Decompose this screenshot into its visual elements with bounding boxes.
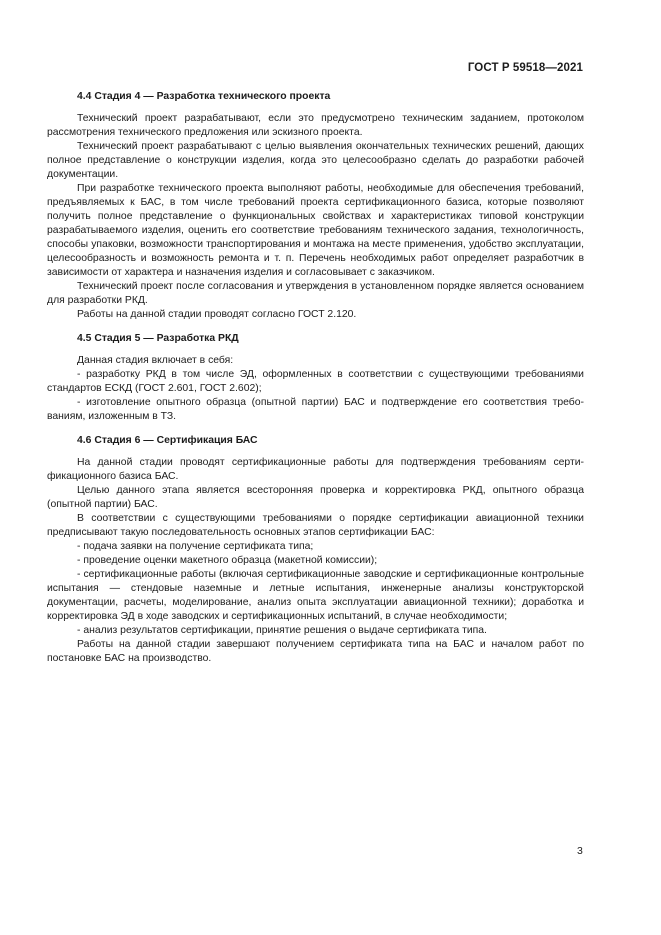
paragraph: Технический проект после согласования и утверждения в установленном порядке является основанием для разработки РКД. <box>47 281 584 306</box>
list-item: - разработку РКД в том числе ЭД, оформленных в соответствии с существующими требованиями стандартов ЕСКД (ГОСТ 2.601, ГОСТ 2.602); <box>47 369 584 394</box>
paragraph: При разработке технического проекта выполняют работы, необходимые для обеспечения требований, предъявляемых к БАС, в том числе требований проекта сертификационного базиса, которые позволяют получить полное представление о функциональных свойствах и характеристиках типовой конструкции разрабатываемого изделия, оценить его соответствие требованиям технического задания, технологичность, способы упаковки, возможности транспортирования и монтажа на месте применения, удобство эксплуатации, целесообразность и возможность ремонта и т. п. Перечень необходимых работ определяет разработчик в зависимости от характера и назначения изделия и согласовывает с заказчиком. <box>47 183 584 278</box>
list-item: - анализ результатов сертификации, принятие решения о выдаче сертификата типа. <box>77 625 487 636</box>
standard-number: ГОСТ Р 59518—2021 <box>467 62 583 74</box>
list-item: - проведение оценки макетного образца (макетной комиссии); <box>77 555 378 566</box>
section-4-4 <box>47 90 584 322</box>
list-item: - подача заявки на получение сертификата типа; <box>77 541 314 552</box>
list-item: - изготовление опытного образца (опытной партии) БАС и подтверждение его соответствия требованиям, изложенным в ТЗ. <box>47 397 584 422</box>
section-heading: 4.5 Стадия 5 — Разработка РКД <box>77 333 239 344</box>
paragraph: Технический проект разрабатывают, если это предусмотрено техническим заданием, протоколом рассмотрения технического предложения или эскизного проекта. <box>47 113 584 138</box>
section-heading: 4.4 Стадия 4 — Разработка технического проекта <box>77 91 331 102</box>
paragraph: Технический проект разрабатывают с целью выявления окончательных технических решений, дающих полное представление о конструкции изделия, когда это целесообразно сделать до разработки рабочей документации. <box>47 141 584 180</box>
paragraph: Работы на данной стадии завершают получением сертификата типа на БАС и началом работ по постановке БАС на производство. <box>47 639 584 664</box>
paragraph: В соответствии с существующими требованиями о порядке сертификации авиационной техники предписывают такую последовательность основных этапов сертификации БАС: <box>47 513 584 538</box>
section-heading: 4.6 Стадия 6 — Сертификация БАС <box>77 435 258 446</box>
paragraph: Целью данного этапа является всесторонняя проверка и корректировка РКД, опытного образца (опытной партии) БАС. <box>47 485 584 510</box>
document-body <box>47 90 584 676</box>
paragraph: Данная стадия включает в себя: <box>77 355 234 366</box>
list-item: - сертификационные работы (включая сертификационные заводские и сертификационные контрольные испытания — стендовые наземные и летные испытания, инженерные анализы конструкторской документации, расчеты, моделирование, анализ опыта эксплуатации авиационной техники); доработка и корректировка ЭД в ходе заводских и сертификационных испытаний, в случае необходимости; <box>47 569 584 622</box>
section-4-5 <box>47 332 584 424</box>
section-4-6 <box>47 434 584 666</box>
paragraph: Работы на данной стадии проводят согласно ГОСТ 2.120. <box>77 309 357 320</box>
page-number: 3 <box>577 845 583 857</box>
paragraph: На данной стадии проводят сертификационные работы для подтверждения требованиям сертификационного базиса БАС. <box>47 457 584 482</box>
